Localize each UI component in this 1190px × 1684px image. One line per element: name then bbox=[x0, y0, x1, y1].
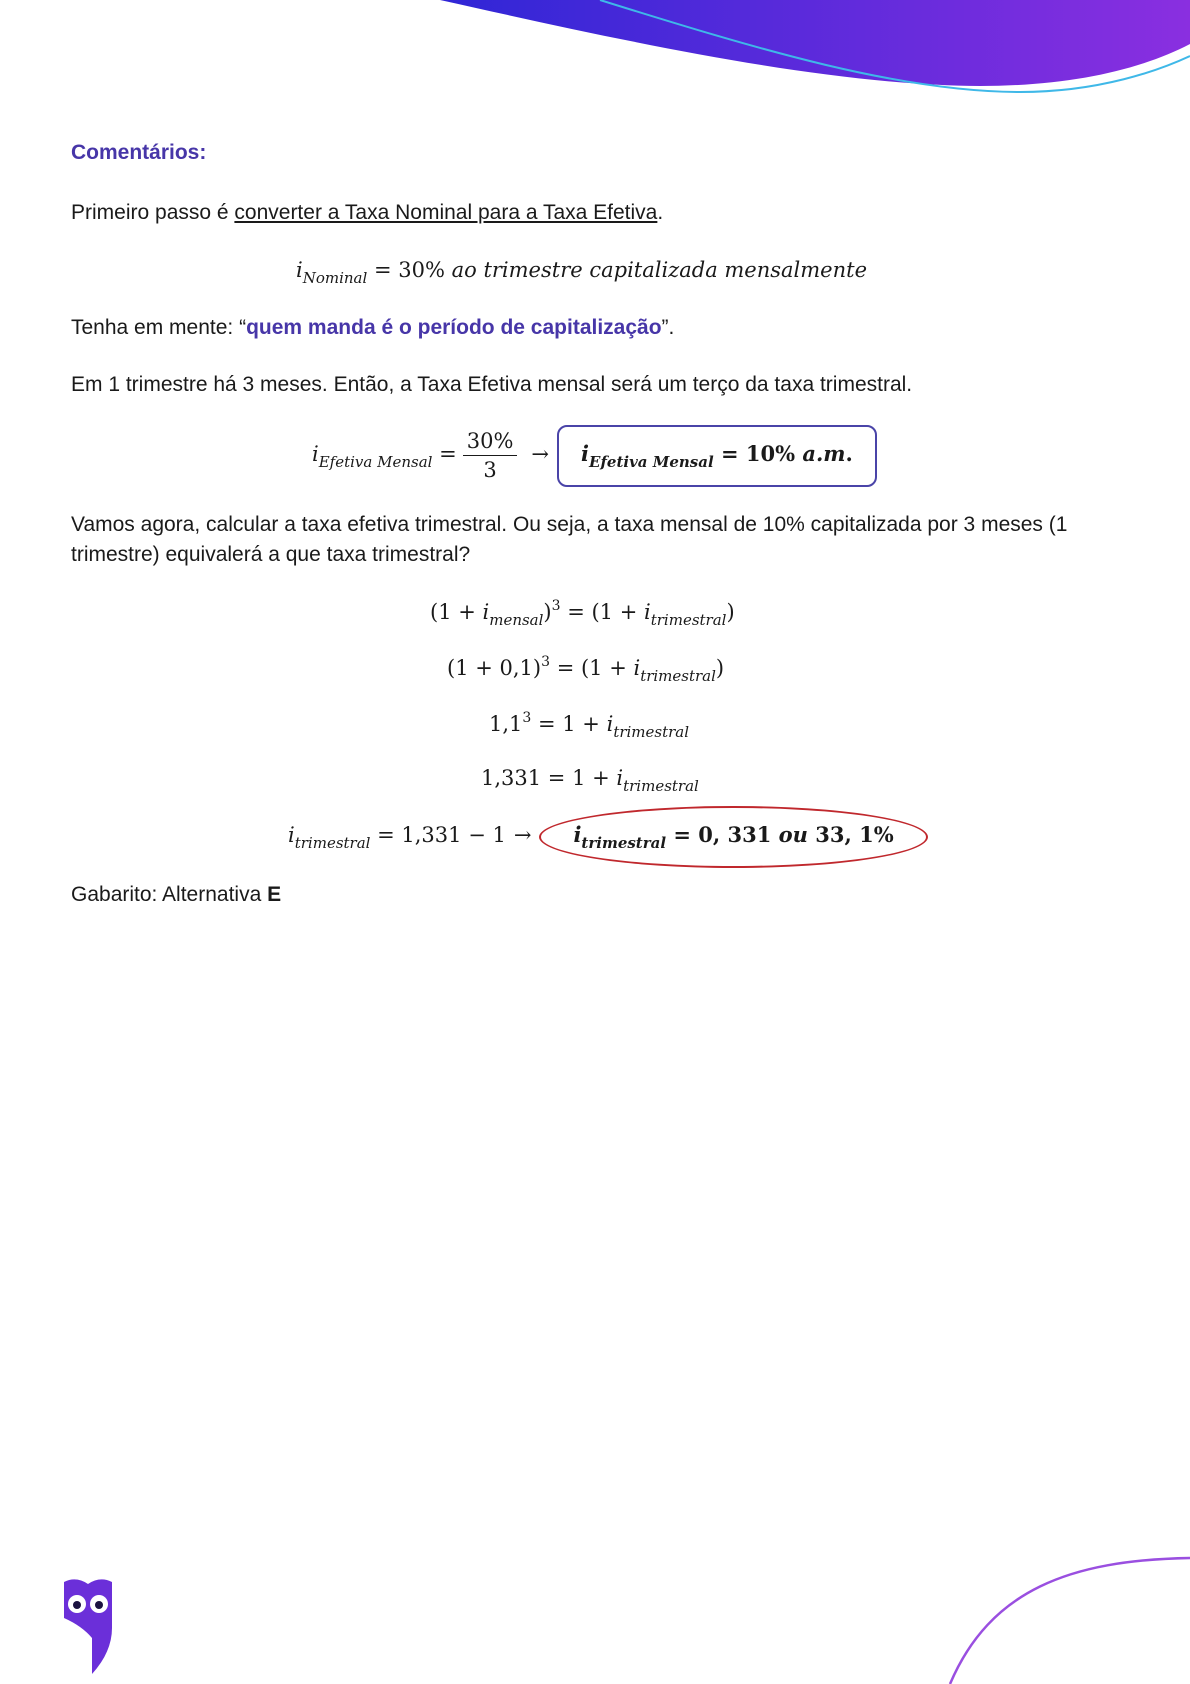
p2-end: ”. bbox=[661, 316, 675, 339]
eq-nominal-sub: Nominal bbox=[302, 269, 368, 287]
fraction-numerator: 30% bbox=[463, 429, 518, 456]
box-var: i bbox=[581, 441, 590, 466]
header-wave-decoration bbox=[0, 0, 1190, 110]
ellipse-value: = 0, 331 bbox=[666, 822, 779, 847]
equation-step-3 bbox=[489, 710, 689, 741]
p1-text: Primeiro passo é bbox=[71, 201, 235, 224]
eq-mensal-sub: Efetiva Mensal bbox=[318, 453, 433, 471]
eq1-c: = (1 + bbox=[560, 600, 644, 624]
answer-label: Gabarito: Alternativa bbox=[71, 883, 268, 906]
paragraph-calculate-trimester: Vamos agora, calcular a taxa efetiva trimestral. Ou seja, a taxa mensal de 10% capitalizada por 3 meses (1 trimestre) equivalerá a que taxa trimestral? bbox=[71, 513, 1068, 566]
equation-step-2 bbox=[447, 654, 724, 685]
eq-nominal-var: i bbox=[296, 258, 303, 282]
eq1-sub2: trimestral bbox=[650, 611, 727, 629]
equation-nominal-rate bbox=[296, 258, 867, 287]
equation-step-1 bbox=[430, 598, 735, 629]
section-heading: Comentários: bbox=[71, 141, 207, 164]
eq1-sub1: mensal bbox=[489, 611, 544, 629]
arrow-icon: → bbox=[513, 823, 532, 847]
p2-highlight: quem manda é o período de capitalização bbox=[246, 316, 662, 339]
result-ellipse-trimester bbox=[539, 806, 927, 868]
eq4-sub: trimestral bbox=[623, 777, 699, 795]
ellipse-var: i bbox=[573, 822, 582, 847]
p1-end: . bbox=[657, 201, 664, 224]
paragraph-trimester: Em 1 trimestre há 3 meses. Então, a Taxa Efetiva mensal será um terço da taxa trimestral. bbox=[71, 373, 913, 396]
owl-logo-icon bbox=[62, 1578, 114, 1676]
equation-monthly-rate bbox=[312, 425, 877, 487]
arrow-icon: → bbox=[531, 442, 550, 466]
eq3-a: 1,1 bbox=[489, 712, 523, 736]
answer-letter: E bbox=[267, 883, 282, 906]
box-value: = 10% bbox=[713, 441, 803, 466]
eq5-rest: = 1,331 − 1 bbox=[370, 823, 506, 847]
eq1-power: 3 bbox=[551, 598, 561, 614]
eq1-a: (1 + bbox=[430, 600, 483, 624]
eq1-b: ) bbox=[543, 600, 552, 624]
ellipse-sub: trimestral bbox=[581, 834, 667, 852]
fraction bbox=[463, 429, 518, 482]
result-box-monthly bbox=[557, 425, 877, 487]
eq5-var: i bbox=[288, 823, 295, 847]
eq2-power: 3 bbox=[541, 654, 551, 670]
p1-underlined: converter a Taxa Nominal para a Taxa Efetiva bbox=[234, 201, 658, 224]
eq5-sub: trimestral bbox=[294, 834, 371, 852]
box-sub: Efetiva Mensal bbox=[589, 453, 714, 471]
eq-nominal-text: ao trimestre capitalizada mensalmente bbox=[451, 258, 868, 282]
eq2-var: i bbox=[633, 656, 641, 680]
eq2-c: = (1 + bbox=[550, 656, 634, 680]
equation-step-4 bbox=[481, 766, 699, 795]
eq2-d: ) bbox=[715, 656, 725, 680]
eq3-c: = 1 + bbox=[531, 712, 607, 736]
eq-mensal-equals: = bbox=[432, 442, 457, 466]
fraction-denominator: 3 bbox=[483, 458, 497, 482]
eq3-sub: trimestral bbox=[613, 723, 690, 741]
eq-mensal-var: i bbox=[312, 442, 319, 466]
equation-step-5 bbox=[288, 806, 928, 868]
eq-nominal-value: = 30% bbox=[367, 258, 452, 282]
paragraph-first-step bbox=[71, 198, 663, 228]
ellipse-or: ou bbox=[778, 822, 808, 847]
footer-curve-decoration bbox=[940, 1550, 1190, 1684]
eq1-d: ) bbox=[726, 600, 735, 624]
eq1-var2: i bbox=[644, 600, 651, 624]
box-unit: a.m bbox=[802, 441, 846, 466]
eq2-a: (1 + 0,1) bbox=[447, 656, 542, 680]
box-end: . bbox=[845, 441, 853, 466]
paragraph-keep-in-mind bbox=[71, 313, 674, 343]
eq3-power: 3 bbox=[522, 710, 532, 726]
eq4-var: i bbox=[616, 766, 624, 790]
eq4-a: 1,331 = 1 + bbox=[481, 766, 617, 790]
eq2-sub: trimestral bbox=[640, 667, 716, 685]
eq3-var: i bbox=[606, 712, 614, 736]
eq1-var1: i bbox=[482, 600, 490, 624]
p2-text: Tenha em mente: “ bbox=[71, 316, 247, 339]
ellipse-percent: 33, 1% bbox=[807, 822, 894, 847]
answer-line bbox=[71, 880, 281, 910]
